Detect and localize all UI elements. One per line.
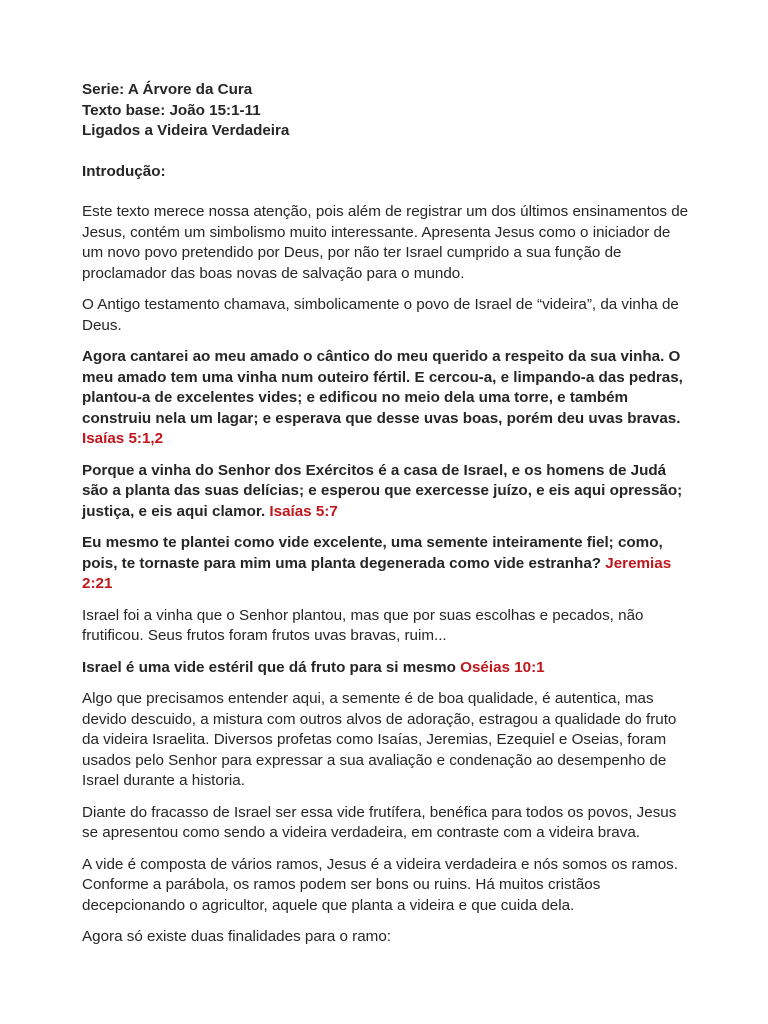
quote-text: Agora cantarei ao meu amado o cântico do meu querido a respeito da sua vinha. O meu amado tem uma vinha num outeiro fértil. E cercou-a, e limpando-a das pedras, plantou-a de excelentes vides; e edificou no meio dela uma torre, e também construiu nela um lagar; e esperava que desse uvas boas, porém deu uvas bravas.	[82, 348, 683, 427]
base-text-reference: Texto base: João 15:1-11	[82, 101, 261, 119]
paragraph-true-vine: Diante do fracasso de Israel ser essa vide frutífera, benéfica para todos os povos, Jesus se apresentou como sendo a videira verdadeira, em contraste com a videira brava.	[82, 803, 677, 841]
paragraph-israel-vine: Israel foi a vinha que o Senhor plantou, mas que por suas escolhas e pecados, não frutificou. Seus frutos foram frutos uvas bravas, ruim...	[82, 606, 644, 644]
sermon-subtitle: Ligados a Videira Verdadeira	[82, 122, 290, 139]
paragraph-branches: A vide é composta de vários ramos, Jesus é a videira verdadeira e nós somos os ramos. Conforme a parábola, os ramos podem ser bons ou ruins. Há muitos cristãos decepcionando o agricultor, aquele que planta a videira e que cuida dela.	[82, 855, 678, 914]
paragraph-seed-quality: Algo que precisamos entender aqui, a semente é de boa qualidade, é autentica, mas devido descuido, a mistura com outros alvos de adoração, estragou a qualidade do fruto da videira Israelita. Diversos profetas como Isaías, Jeremias, Ezequiel e Oseias, foram usados pelo Senhor para expressar a sua avaliação e condenação ao desempenho de Israel durante a historia.	[82, 690, 677, 789]
scripture-reference: Isaías 5:7	[269, 502, 338, 520]
quote-jeremiah-2-21	[82, 533, 692, 595]
quote-text: Eu mesmo te plantei como vide excelente, uma semente inteiramente fiel; como, pois, te tornaste para mim uma planta degenerada como vide estranha?	[82, 534, 663, 572]
series-title: Serie: A Árvore da Cura	[82, 81, 253, 98]
paragraph-branch-purposes: Agora só existe duas finalidades para o ramo:	[82, 928, 391, 945]
document-header	[82, 80, 692, 142]
quote-isaiah-5-1	[82, 347, 692, 450]
paragraph-old-testament: O Antigo testamento chamava, simbolicamente o povo de Israel de “videira”, da vinha de Deus.	[82, 296, 679, 334]
quote-text: Israel é uma vide estéril que dá fruto para si mesmo	[82, 658, 461, 676]
scripture-reference: Jeremias 2:21	[82, 554, 672, 592]
paragraph-intro: Este texto merece nossa atenção, pois além de registrar um dos últimos ensinamentos de Jesus, contém um simbolismo muito interessante. Apresenta Jesus como o iniciador de um novo povo pretendido por Deus, por não ter Israel cumprido a sua função de proclamador das boas novas de salvação para o mundo.	[82, 203, 689, 282]
scripture-reference: Oséias 10:1	[460, 658, 545, 676]
intro-heading: Introdução:	[82, 162, 166, 180]
quote-isaiah-5-7	[82, 461, 692, 523]
quote-hosea-10-1	[82, 658, 692, 679]
scripture-reference: Isaías 5:1,2	[82, 430, 164, 447]
quote-text: Porque a vinha do Senhor dos Exércitos é a casa de Israel, e os homens de Judá são a planta das suas delícias; e esperou que exercesse juízo, e eis aqui opressão; justiça, e eis aqui clamor.	[82, 461, 683, 520]
